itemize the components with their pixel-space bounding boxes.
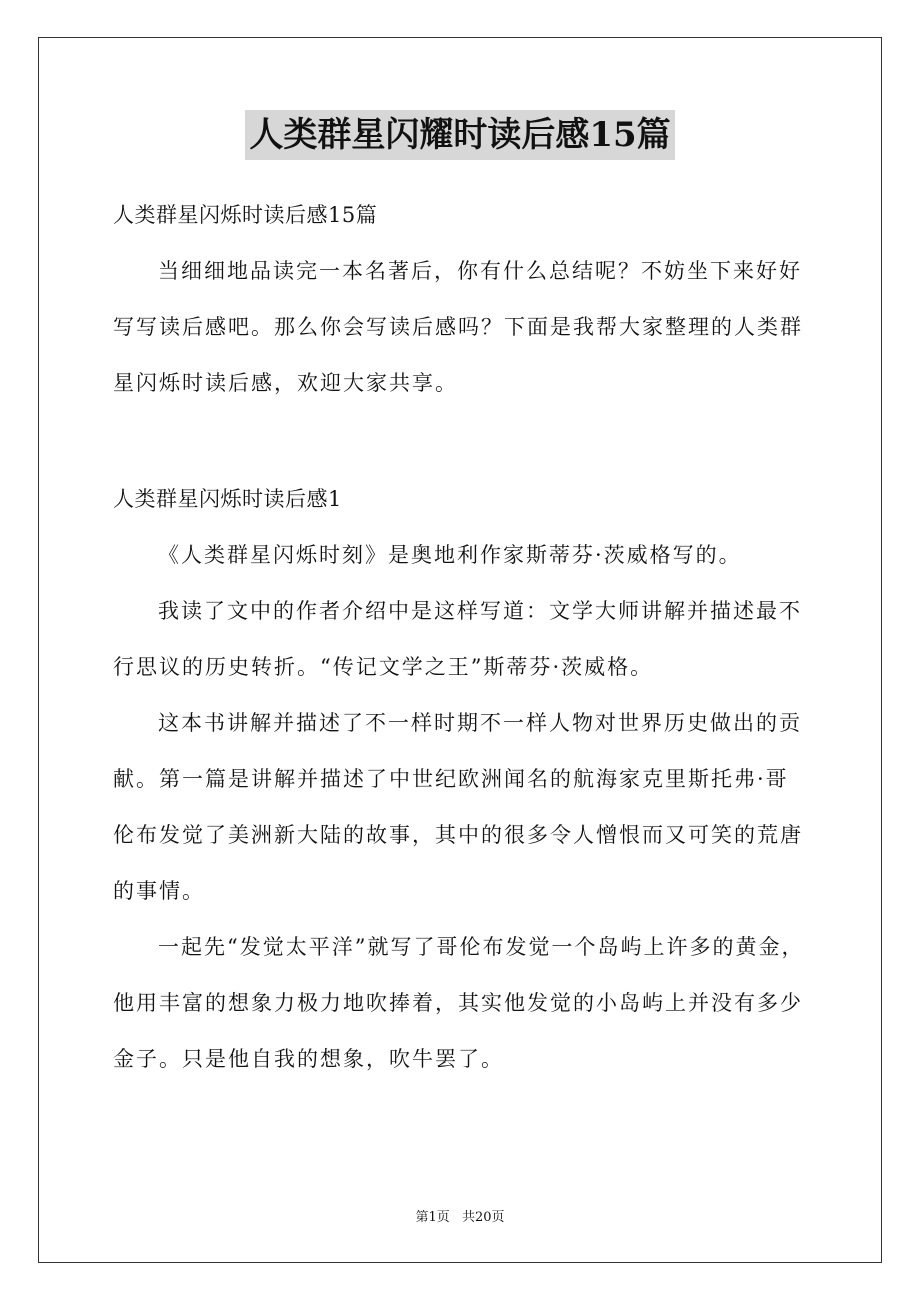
paragraph-2-line-2: 行思议的历史转折。“传记文学之王”斯蒂芬·茨威格。 (113, 655, 654, 679)
document-title: 人类群星闪耀时读后感15篇 (245, 110, 674, 160)
intro-line-1: 当细细地品读完一本名著后，你有什么总结呢？不妨坐下来好好 (158, 259, 802, 283)
paragraph-3-line-3: 伦布发觉了美洲新大陆的故事，其中的很多令人憎恨而又可笑的荒唐 (113, 823, 803, 847)
intro-line-2: 写写读后感吧。那么你会写读后感吗？下面是我帮大家整理的人类群 (113, 315, 803, 339)
paragraph-4-line-2: 他用丰富的想象力极力地吹捧着，其实他发觉的小岛屿上并没有多少 (113, 991, 803, 1015)
paragraph-2-line-1: 我读了文中的作者介绍中是这样写道：文学大师讲解并描述最不 (158, 599, 802, 623)
subtitle: 人类群星闪烁时读后感15篇 (113, 203, 378, 227)
intro-line-3: 星闪烁时读后感，欢迎大家共享。 (113, 371, 458, 395)
paragraph-4-line-1: 一起先“发觉太平洋”就写了哥伦布发觉一个岛屿上许多的黄金， (158, 935, 805, 959)
paragraph-3-line-2: 献。第一篇是讲解并描述了中世纪欧洲闻名的航海家克里斯托弗·哥 (113, 767, 789, 791)
page-footer (0, 1206, 920, 1225)
page-number: 第1页 (415, 1210, 450, 1225)
page-total: 共20页 (461, 1210, 505, 1225)
title-wrap (0, 110, 920, 160)
section-heading-1: 人类群星闪烁时读后感1 (113, 487, 342, 511)
paragraph-1: 《人类群星闪烁时刻》是奥地利作家斯蒂芬·茨威格写的。 (158, 543, 742, 567)
document-body (113, 195, 811, 1095)
paragraph-gap (113, 419, 811, 479)
paragraph-3-line-4: 的事情。 (113, 879, 205, 903)
paragraph-4-line-3: 金子。只是他自我的想象，吹牛罢了。 (113, 1047, 504, 1071)
paragraph-3-line-1: 这本书讲解并描述了不一样时期不一样人物对世界历史做出的贡 (158, 711, 802, 735)
